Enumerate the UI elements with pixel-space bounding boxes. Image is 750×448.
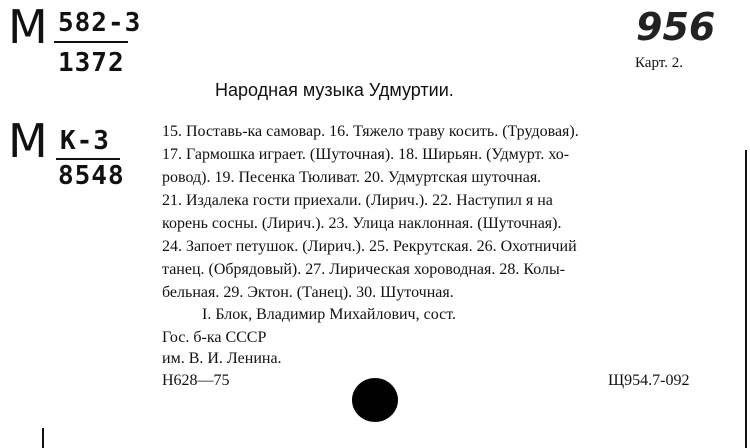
body-line: ровод). 19. Песенка Тюливат. 20. Удмуртская шуточная.: [162, 169, 542, 186]
library-line-2: им. В. И. Ленина.: [162, 350, 282, 367]
body-line: корень сосны. (Лирич.). 23. Улица наклонная. (Шуточная).: [162, 215, 562, 232]
handwritten-m-bottom: M: [8, 114, 48, 168]
footer-code-right: Щ954.7-092: [608, 372, 690, 389]
handwritten-inventory-number: 956: [636, 5, 716, 49]
footer-code-left: Н628—75: [162, 372, 230, 389]
handwritten-number-top: 1372: [58, 48, 125, 78]
handwritten-number-bottom: 8548: [58, 161, 125, 191]
handwritten-rule-top: [54, 41, 128, 43]
body-line: танец. (Обрядовый). 27. Лирическая хороводная. 28. Колы-: [162, 261, 566, 278]
handwritten-m-top: M: [8, 0, 48, 54]
body-line: бельная. 29. Эктон. (Танец). 30. Шуточная.: [162, 284, 454, 301]
punch-hole: [352, 378, 398, 422]
library-line-1: Гос. б-ка СССР: [162, 329, 267, 346]
handwritten-rule-bottom: [56, 158, 120, 160]
author-line: I. Блок, Владимир Михайлович, сост.: [202, 306, 456, 323]
body-line: 21. Издалека гости приехали. (Лирич.). 22. Наступил я на: [162, 192, 553, 209]
card-edge-right: [745, 150, 747, 448]
body-line: 17. Гармошка играет. (Шуточная). 18. Ширьян. (Удмурт. хо-: [162, 146, 570, 163]
card-edge-mark: [42, 428, 44, 448]
card-number: Карт. 2.: [635, 55, 683, 71]
body-line: 24. Запоет петушок. (Лирич.). 25. Рекрутская. 26. Охотничий: [162, 238, 577, 255]
card-title: Народная музыка Удмуртии.: [215, 80, 454, 100]
handwritten-code-top: 582-3: [58, 8, 142, 38]
handwritten-code-bottom: K-3: [60, 126, 110, 156]
body-line: 15. Поставь-ка самовар. 16. Тяжело траву косить. (Трудовая).: [162, 123, 579, 140]
